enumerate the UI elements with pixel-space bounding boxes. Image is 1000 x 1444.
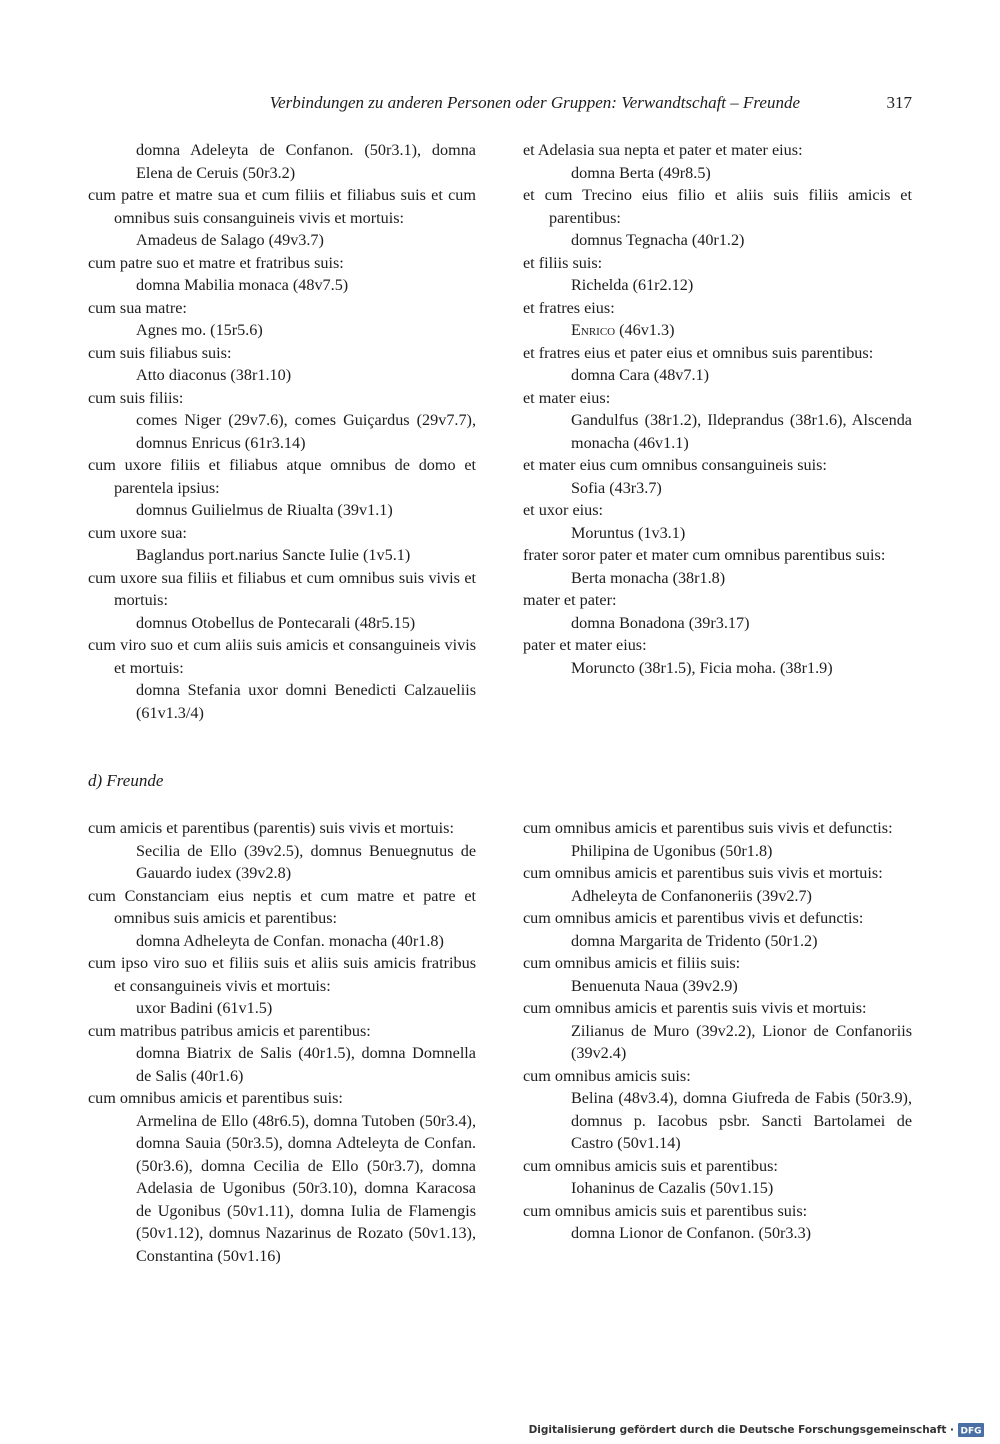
index-entry-names: Philipina de Ugonibus (50r1.8)	[571, 841, 773, 860]
index-entry-context: et fratres eius:	[523, 298, 615, 317]
index-entry-names: Atto diaconus (38r1.10)	[136, 366, 292, 384]
index-entry-names: domna Biatrix de Salis (40r1.5), domna Domnella de Salis (40r1.6)	[136, 1044, 476, 1085]
index-entry-names: Amadeus de Salago (49v3.7)	[136, 231, 324, 249]
index-entry-names	[523, 319, 912, 342]
index-entry-context: cum patre suo et matre et fratribus suis:	[88, 253, 344, 272]
index-entry-names: Agnes mo. (15r5.6)	[136, 321, 263, 339]
index-entry-context: cum sua matre:	[88, 298, 187, 317]
index-entry-names: Moruntus (1v3.1)	[571, 523, 686, 542]
index-entry-names: domna Cara (48v7.1)	[571, 366, 710, 384]
index-entry-context: et mater eius:	[523, 388, 611, 407]
index-entry-names: Benuenuta Naua (39v2.9)	[571, 976, 738, 995]
index-entry-names: Moruncto (38r1.5), Ficia moha. (38r1.9)	[571, 658, 833, 677]
index-entry-context: cum amicis et parentibus (parentis) suis vivis et mortuis:	[88, 819, 454, 837]
index-column-top-left	[88, 139, 476, 724]
index-entry-names: domnus Otobellus de Pontecarali (48r5.15)	[136, 613, 416, 632]
index-entry-names: Adheleyta de Confanoneriis (39v2.7)	[571, 886, 812, 905]
index-entry-names: Zilianus de Muro (39v2.2), Lionor de Confanoriis (39v2.4)	[571, 1021, 912, 1062]
index-column-bottom-left	[88, 817, 476, 1267]
digitization-footer	[529, 1422, 984, 1438]
index-entry-names: Berta monacha (38r1.8)	[571, 568, 726, 587]
index-entry-context: et Adelasia sua nepta et pater et mater eius:	[523, 141, 803, 159]
index-entry-context: cum ipso viro suo et filiis suis et aliis suis amicis fratribus et consanguineis vivis et mortuis:	[88, 954, 476, 995]
running-head-title: Verbindungen zu anderen Personen oder Gruppen: Verwandtschaft – Freunde	[269, 93, 800, 112]
index-entry-context: cum omnibus amicis suis:	[523, 1066, 691, 1085]
index-entry-context: cum omnibus amicis suis et parentibus:	[523, 1156, 778, 1175]
index-entry-context: et uxor eius:	[523, 501, 604, 519]
index-entry-names: domna Adheleyta de Confan. monacha (40r1.8)	[136, 931, 444, 950]
index-entry-names: Baglandus port.narius Sancte Iulie (1v5.1)	[136, 546, 411, 564]
index-entry-smallcaps-name: Enrico	[571, 321, 616, 339]
index-entry-context: cum omnibus amicis et parentibus vivis et defunctis:	[523, 909, 864, 927]
index-entry-context: et fratres eius et pater eius et omnibus suis parentibus:	[523, 343, 874, 362]
index-entry-names: domna Margarita de Tridento (50r1.2)	[571, 931, 818, 950]
index-entry-context: et cum Trecino eius filio et aliis suis filiis amicis et parentibus:	[523, 186, 912, 227]
index-column-top-right	[523, 139, 912, 679]
page-number: 317	[886, 93, 912, 112]
index-entry-names: comes Niger (29v7.6), comes Guiçardus (29v7.7), domnus Enricus (61r3.14)	[136, 411, 476, 452]
index-entry-names: domna Mabilia monaca (48v7.5)	[136, 276, 349, 294]
index-entry-context: cum omnibus amicis suis et parentibus suis:	[523, 1201, 808, 1220]
footer-credit-text: Digitalisierung gefördert durch die Deutsche Forschungsgemeinschaft ·	[528, 1424, 954, 1436]
index-entry-context: cum viro suo et cum aliis suis amicis et consanguineis vivis et mortuis:	[88, 636, 476, 677]
index-entry-names: Gandulfus (38r1.2), Ildeprandus (38r1.6), Alscenda monacha (46v1.1)	[571, 411, 912, 452]
index-entry-names: domna Berta (49r8.5)	[571, 163, 711, 182]
index-entry-names: domna Adeleyta de Confanon. (50r3.1), domna Elena de Ceruis (50r3.2)	[136, 141, 476, 182]
dfg-logo-text: DFG	[960, 1426, 982, 1437]
index-entry-names: Secilia de Ello (39v2.5), domnus Benuegnutus de Gauardo iudex (39v2.8)	[136, 841, 476, 882]
index-entry-names: domnus Guilielmus de Riualta (39v1.1)	[136, 501, 393, 519]
index-entry-context: cum omnibus amicis et parentibus suis vivis et defunctis:	[523, 819, 893, 837]
index-entry-context: frater soror pater et mater cum omnibus parentibus suis:	[523, 546, 886, 564]
index-entry-context: cum matribus patribus amicis et parentibus:	[88, 1021, 371, 1040]
index-entry-context: et mater eius cum omnibus consanguineis suis:	[523, 456, 827, 474]
index-entry-context: cum omnibus amicis et parentibus suis:	[88, 1089, 343, 1107]
index-entry-names: Armelina de Ello (48r6.5), domna Tutoben (50r3.4), domna Sauia (50r3.5), domna Adteleyta de Confan. (50r3.6), domna Cecilia de Ello (50r3.7), domna Adelasia de Ugonibus (50r3.10), domna Karacosa de Ugonibus (50v1.11), domna Iulia de Flamengis (50v1.12), domnus Nazarinus de Rozato (50v1.13), Constantina (50v1.16)	[136, 1111, 476, 1265]
index-entry-context: cum uxore sua filiis et filiabus et cum omnibus suis vivis et mortuis:	[88, 568, 476, 609]
index-entry-context: cum omnibus amicis et parentis suis vivis et mortuis:	[523, 999, 867, 1017]
index-entry-context: mater et pater:	[523, 591, 617, 609]
index-entry-names: domna Lionor de Confanon. (50r3.3)	[571, 1224, 812, 1242]
index-entry-context: cum suis filiis:	[88, 388, 184, 407]
index-entry-context: cum Constanciam eius neptis et cum matre et patre et omnibus suis amicis et parentibus:	[88, 886, 476, 927]
index-entry-names: domnus Tegnacha (40r1.2)	[571, 231, 745, 249]
index-column-bottom-right	[523, 817, 912, 1245]
index-entry-context: cum omnibus amicis et parentibus suis vivis et mortuis:	[523, 864, 883, 882]
index-entry-names: Sofia (43r3.7)	[571, 478, 662, 497]
index-entry-names: Iohaninus de Cazalis (50v1.15)	[571, 1179, 774, 1197]
index-entry-context: cum omnibus amicis et filiis suis:	[523, 954, 741, 972]
index-entry-context: pater et mater eius:	[523, 636, 647, 654]
index-entry-names: domna Stefania uxor domni Benedicti Calzaueliis (61v1.3/4)	[136, 681, 476, 722]
index-entry-context: cum patre et matre sua et cum filiis et filiabus suis et cum omnibus suis consanguineis vivis et mortuis:	[88, 186, 476, 227]
index-entry-names: Richelda (61r2.12)	[571, 276, 694, 294]
index-entry-names: domna Bonadona (39r3.17)	[571, 613, 750, 632]
index-entry-context: cum uxore sua:	[88, 523, 187, 542]
dfg-logo-icon	[958, 1423, 984, 1437]
index-entry-context: et filiis suis:	[523, 253, 603, 272]
index-entry-names: uxor Badini (61v1.5)	[136, 999, 273, 1017]
running-header	[88, 92, 912, 118]
index-entry-context: cum uxore filiis et filiabus atque omnibus de domo et parentela ipsius:	[88, 456, 476, 497]
index-entry-context: cum suis filiabus suis:	[88, 343, 232, 362]
index-entry-reference: (46v1.3)	[615, 321, 675, 339]
section-heading-freunde: d) Freunde	[88, 771, 164, 790]
index-entry-names: Belina (48v3.4), domna Giufreda de Fabis (50r3.9), domnus p. Iacobus psbr. Sancti Bartolamei de Castro (50v1.14)	[571, 1089, 912, 1152]
